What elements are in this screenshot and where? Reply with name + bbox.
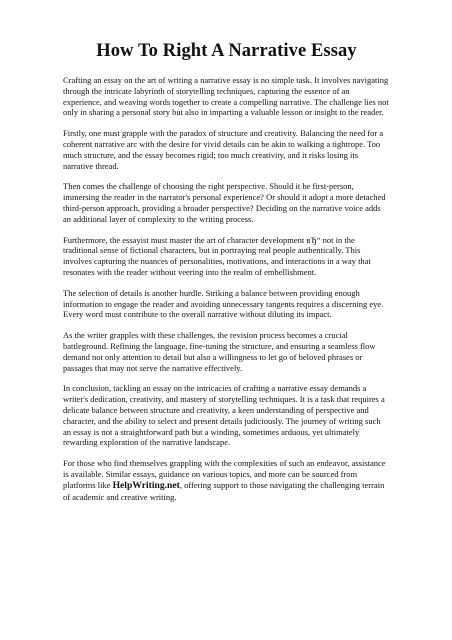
paragraph-8-text-before: For those who find themselves grappling with the complexities of such an endeavor, assistance is available. Similar essays, guidance on various topics, and more can be sourced from platforms like [63, 458, 386, 490]
helpwriting-link-text: HelpWriting.net [112, 479, 180, 491]
paragraph-8 [63, 458, 390, 502]
paragraph-8-text-after: , offering support to those navigating the challenging terrain of academic and creative writing. [63, 479, 385, 502]
paragraph-1: Crafting an essay on the art of writing a narrative essay is no simple task. It involves navigating through the intricate labyrinth of storytelling techniques, capturing the essence of an experience, and weaving words together to create a compelling narrative. The challenge lies not only in sharing a personal story but also in imparting a valuable lesson or insight to the reader. [63, 75, 389, 118]
paragraph-7: In conclusion, tackling an essay on the intricacies of crafting a narrative essay demands a writer's dedication, creativity, and mastery of storytelling techniques. It is a task that requires a delicate balance between structure and creativity, a keen understanding of perspective and character, and the ability to select and present details judiciously. The journey of writing such an essay is not a straightforward path but a winding, sometimes arduous, yet ultimately rewarding exploration of the narrative landscape. [63, 383, 385, 448]
paragraph-5: The selection of details is another hurdle. Striking a balance between providing enough information to engage the reader and avoiding unnecessary tangents requires a discerning eye. Every word must contribute to the overall narrative without diluting its impact. [63, 287, 384, 320]
document-title: How To Right A Narrative Essay [96, 41, 357, 61]
paragraph-3: Then comes the challenge of choosing the right perspective. Should it be first-person, immersing the reader in the narrator's personal experience? Or should it adopt a more detached third-person approach, providing a broader perspective? Deciding on the narrative voice adds an additional layer of complexity to the writing process. [63, 181, 386, 224]
paragraph-6: As the writer grapples with these challenges, the revision process becomes a crucial battleground. Refining the language, fine-tuning the structure, and ensuring a seamless flow demand not only attention to detail but also a willingness to let go of beloved phrases or passages that may not serve the narrative effectively. [63, 330, 376, 373]
document-body [63, 75, 390, 502]
paragraph-4: Furthermore, the essayist must master the art of character development вЂ“ not in the traditional sense of fictional characters, but in portraying real people authentically. This involves capturing the nuances of personalities, motivations, and interactions in a way that resonates with the reader without veering into the realm of embellishment. [63, 234, 371, 277]
paragraph-2: Firstly, one must grapple with the paradox of structure and creativity. Balancing the need for a coherent narrative arc with the desire for vivid details can be akin to walking a tightrope. Too much structure, and the essay becomes rigid; too much creativity, and it risks losing its narrative thread. [63, 128, 384, 171]
